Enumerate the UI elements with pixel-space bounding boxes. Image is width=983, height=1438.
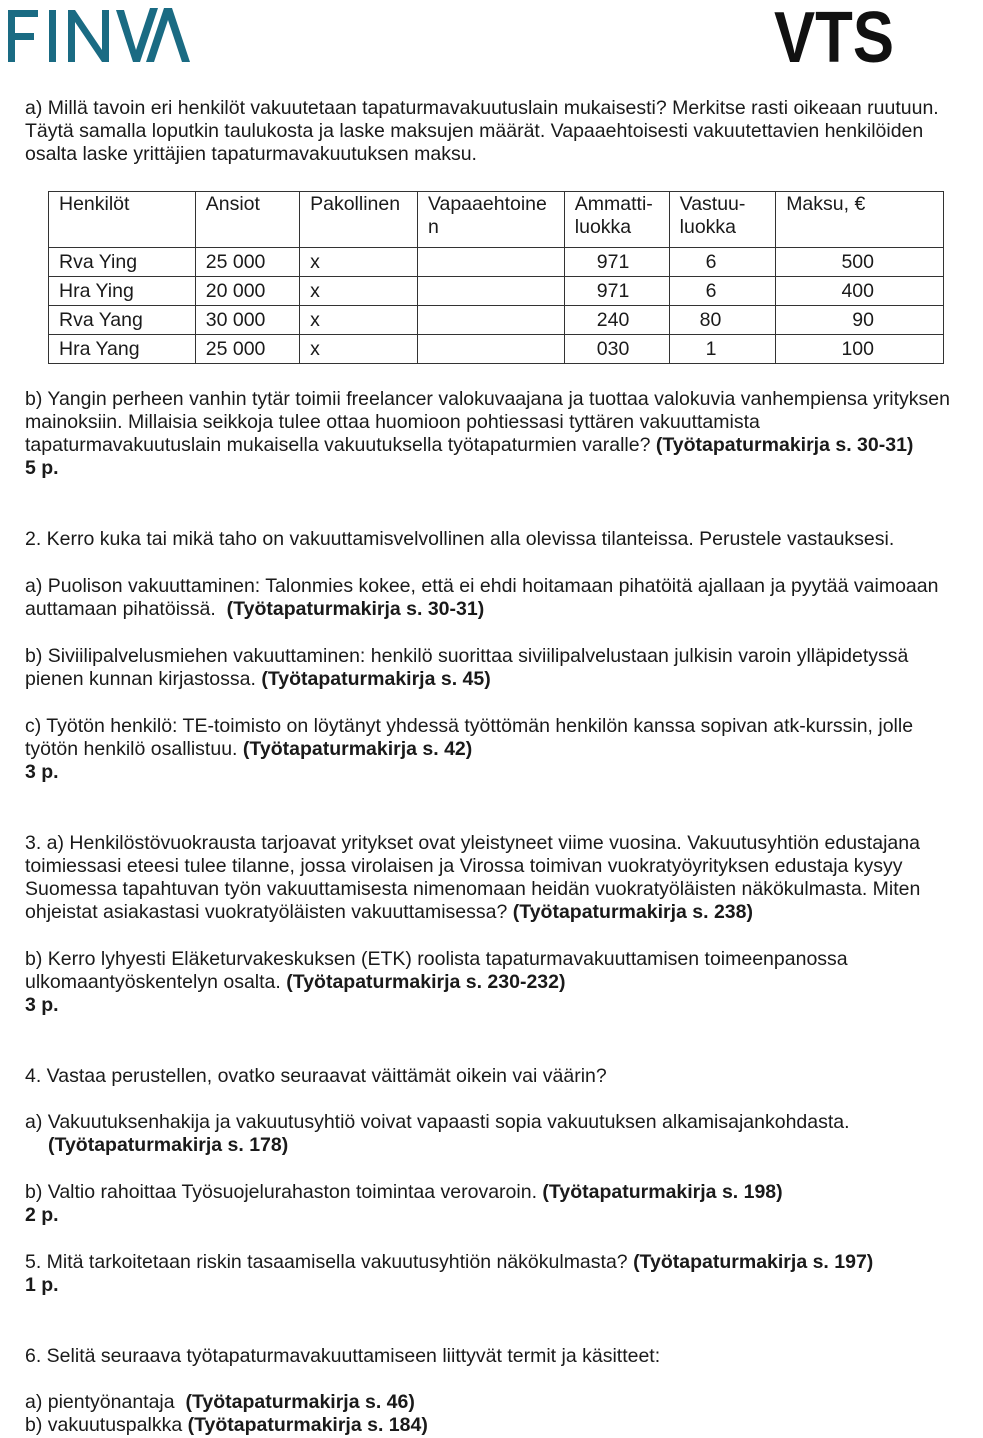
q4-points: 2 p. — [25, 1204, 59, 1226]
cell-liability-class: 1 — [669, 335, 776, 364]
vts-logo — [772, 0, 896, 78]
header-ammattiluokka: Ammatti- luokka — [564, 192, 669, 248]
q2c-ref: (Työtapaturmakirja s. 42) — [242, 738, 473, 760]
cell-fee: 400 — [776, 277, 944, 306]
vts-logo-text: VTS — [774, 0, 894, 78]
q2b-paragraph — [25, 645, 960, 691]
cell-occupation-class: 030 — [564, 335, 669, 364]
q2b-text: b) Siviilipalvelusmiehen vakuuttaminen: henkilö suorittaa siviilipalvelustaan julkisin varoin ylläpidetyssä pienen kunnan kirjastossa. — [25, 645, 914, 690]
q6b-ref: (Työtapaturmakirja s. 184) — [187, 1414, 428, 1436]
header-ansiot: Ansiot — [195, 192, 299, 248]
q6a-text: a) pientyönantaja — [25, 1391, 186, 1413]
q2c-text: c) Työtön henkilö: TE-toimisto on löytänyt yhdessä työttömän henkilön kanssa sopivan atk-kurssin, jolle työtön henkilö osallistuu. — [25, 715, 919, 760]
q6-intro: 6. Selitä seuraava työtapaturmavakuuttamiseen liittyvät termit ja käsitteet: — [25, 1345, 661, 1367]
q5-text: 5. Mitä tarkoitetaan riskin tasaamisella vakuutusyhtiön näkökulmasta? — [25, 1251, 634, 1273]
q4a-text: a) Vakuutuksenhakija ja vakuutusyhtiö voivat vapaasti sopia vakuutuksen alkamisajankohdasta. — [25, 1111, 850, 1133]
header-pakollinen: Pakollinen — [300, 192, 418, 248]
cell-fee: 90 — [776, 306, 944, 335]
cell-person: Hra Yang — [49, 335, 196, 364]
cell-liability-class: 6 — [669, 248, 776, 277]
cell-income: 25 000 — [195, 335, 299, 364]
q1a-text: a) Millä tavoin eri henkilöt vakuutetaan tapaturmavakuutuslain mukaisesti? Merkitse rasti oikeaan ruutuun. Täytä samalla loputkin taulukosta ja laske maksujen määrät. Vapaaehtoisesti vakuutettavien henkilöiden osalta laske yrittäjien tapaturmavakuutuksen maksu. — [25, 97, 944, 165]
cell-mandatory: x — [300, 335, 418, 364]
finva-logo-text: FINVA — [6, 4, 9, 5]
q2a-ref: (Työtapaturmakirja s. 30-31) — [226, 598, 485, 620]
q4-intro: 4. Vastaa perustellen, ovatko seuraavat väittämät oikein vai väärin? — [25, 1065, 607, 1087]
cell-fee: 500 — [776, 248, 944, 277]
q2c-paragraph — [25, 715, 960, 784]
cell-mandatory: x — [300, 306, 418, 335]
fees-table — [48, 191, 944, 364]
q1b-text: b) Yangin perheen vanhin tytär toimii freelancer valokuvaajana ja tuottaa valokuvia vanhempiensa yrityksen mainoksiin. Millaisia seikkoja tulee ottaa huomioon pohtiessasi tyttären vakuuttamista tapaturmavakuutuslain mukaisella vakuutuksella työtapaturmien varalle? — [25, 388, 956, 456]
q3a-text: 3. a) Henkilöstövuokrausta tarjoavat yritykset ovat yleistyneet viime vuosina. Vakuutusyhtiön edustajana toimiessasi eteesi tulee tilanne, jossa virolaisen ja Virossa toimivan vuokratyöyrityksen edustaja kysyy Suomessa tapahtuvan työn vakuuttamisesta nimenomaan heidän vuokratyöläisten näkökulmasta. Miten ohjeistat asiakastasi vuokratyöläisten vakuuttamisessa? — [25, 832, 926, 923]
finva-logo — [6, 4, 190, 64]
cell-person: Rva Yang — [49, 306, 196, 335]
cell-mandatory: x — [300, 277, 418, 306]
cell-income: 30 000 — [195, 306, 299, 335]
cell-income: 25 000 — [195, 248, 299, 277]
q2-points: 3 p. — [25, 761, 59, 783]
cell-income: 20 000 — [195, 277, 299, 306]
cell-voluntary — [417, 277, 564, 306]
cell-voluntary — [417, 248, 564, 277]
q2a-text: a) Puolison vakuuttaminen: Talonmies kokee, että ei ehdi hoitamaan pihatöitä ajallaan ja pyytää vaimoaan auttamaan pihatöissä. — [25, 575, 944, 620]
cell-voluntary — [417, 335, 564, 364]
table-row — [49, 306, 944, 335]
header-vapaaehtoinen: Vapaaehtoine n — [417, 192, 564, 248]
cell-mandatory: x — [300, 248, 418, 277]
q2a-paragraph — [25, 575, 960, 621]
q3b-ref: (Työtapaturmakirja s. 230-232) — [286, 971, 566, 993]
table-header-row — [49, 192, 944, 248]
header-vastuuluokka: Vastuu- luokka — [669, 192, 776, 248]
q6a-paragraph — [25, 1391, 960, 1414]
cell-voluntary — [417, 306, 564, 335]
q6b-paragraph — [25, 1414, 960, 1437]
q2-intro: 2. Kerro kuka tai mikä taho on vakuuttamisvelvollinen alla olevissa tilanteissa. Perustele vastauksesi. — [25, 528, 895, 550]
q4b-ref: (Työtapaturmakirja s. 198) — [542, 1181, 783, 1203]
q1b-points: 5 p. — [25, 457, 59, 479]
cell-occupation-class: 971 — [564, 277, 669, 306]
header-henkilot: Henkilöt — [49, 192, 196, 248]
q2b-ref: (Työtapaturmakirja s. 45) — [261, 668, 491, 690]
cell-person: Rva Ying — [49, 248, 196, 277]
cell-occupation-class: 971 — [564, 248, 669, 277]
table-row — [49, 277, 944, 306]
q5-points: 1 p. — [25, 1274, 59, 1296]
cell-person: Hra Ying — [49, 277, 196, 306]
cell-liability-class: 6 — [669, 277, 776, 306]
header-maksu: Maksu, € — [776, 192, 944, 248]
q3a-paragraph — [25, 832, 960, 924]
cell-liability-class: 80 — [669, 306, 776, 335]
q4b-paragraph — [25, 1181, 960, 1227]
q5-paragraph — [25, 1251, 960, 1297]
table-row — [49, 335, 944, 364]
cell-fee: 100 — [776, 335, 944, 364]
q6a-ref: (Työtapaturmakirja s. 46) — [185, 1391, 415, 1413]
table-row — [49, 248, 944, 277]
q3-points: 3 p. — [25, 994, 59, 1016]
cell-occupation-class: 240 — [564, 306, 669, 335]
q1b-paragraph — [25, 388, 960, 480]
q4a-ref: (Työtapaturmakirja s. 178) — [48, 1134, 289, 1156]
q3b-text: b) Kerro lyhyesti Eläketurvakeskuksen (ETK) roolista tapaturmavakuuttamisen toimeenpanossa ulkomaantyöskentelyn osalta. — [25, 948, 854, 993]
q5-ref: (Työtapaturmakirja s. 197) — [633, 1251, 874, 1273]
q3a-ref: (Työtapaturmakirja s. 238) — [512, 901, 753, 923]
q3b-paragraph — [25, 948, 960, 1017]
q6b-text: b) vakuutuspalkka — [25, 1414, 188, 1436]
q1b-ref: (Työtapaturmakirja s. 30-31) — [655, 434, 914, 456]
q4b-text: b) Valtio rahoittaa Työsuojelurahaston toimintaa verovaroin. — [25, 1181, 543, 1203]
